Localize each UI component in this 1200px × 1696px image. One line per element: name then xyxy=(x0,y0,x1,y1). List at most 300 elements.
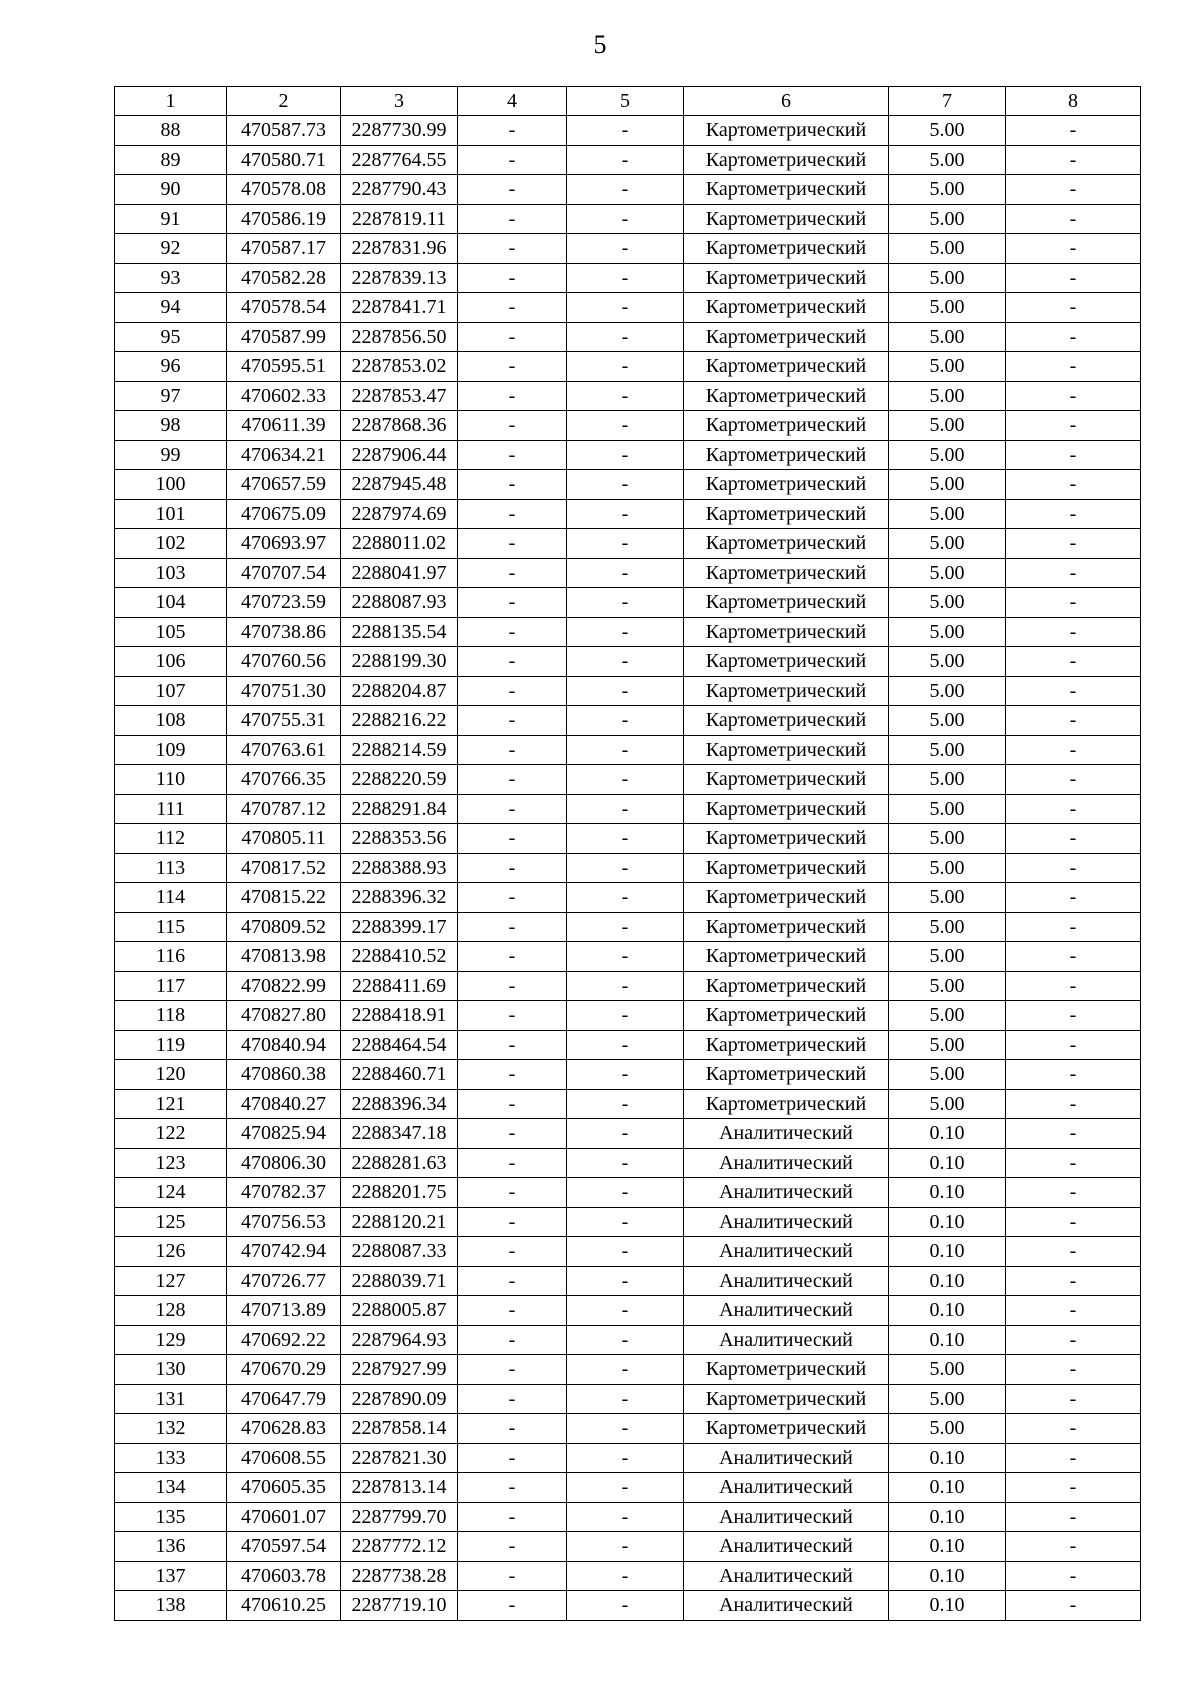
table-row xyxy=(115,588,1141,618)
y-coordinate-cell: 2288201.75 xyxy=(341,1178,458,1208)
col8-cell: - xyxy=(1006,971,1141,1001)
col4-cell: - xyxy=(458,912,567,942)
col5-cell: - xyxy=(567,1532,684,1562)
col4-cell: - xyxy=(458,1148,567,1178)
point-number-cell: 129 xyxy=(115,1325,227,1355)
col5-cell: - xyxy=(567,1414,684,1444)
method-cell: Аналитический xyxy=(684,1266,889,1296)
col8-cell: - xyxy=(1006,647,1141,677)
x-coordinate-cell: 470763.61 xyxy=(227,735,341,765)
point-number-cell: 104 xyxy=(115,588,227,618)
method-cell: Картометрический xyxy=(684,942,889,972)
col5-cell: - xyxy=(567,1060,684,1090)
col8-cell: - xyxy=(1006,529,1141,559)
method-cell: Картометрический xyxy=(684,116,889,146)
x-coordinate-cell: 470760.56 xyxy=(227,647,341,677)
x-coordinate-cell: 470611.39 xyxy=(227,411,341,441)
col8-cell: - xyxy=(1006,499,1141,529)
accuracy-cell: 5.00 xyxy=(889,381,1006,411)
table-row xyxy=(115,499,1141,529)
table-row xyxy=(115,175,1141,205)
table-row xyxy=(115,824,1141,854)
method-cell: Картометрический xyxy=(684,735,889,765)
col5-cell: - xyxy=(567,1119,684,1149)
y-coordinate-cell: 2288120.21 xyxy=(341,1207,458,1237)
col4-cell: - xyxy=(458,322,567,352)
method-cell: Аналитический xyxy=(684,1591,889,1621)
accuracy-cell: 0.10 xyxy=(889,1148,1006,1178)
y-coordinate-cell: 2288011.02 xyxy=(341,529,458,559)
col4-cell: - xyxy=(458,1207,567,1237)
point-number-cell: 136 xyxy=(115,1532,227,1562)
x-coordinate-cell: 470827.80 xyxy=(227,1001,341,1031)
col5-cell: - xyxy=(567,1591,684,1621)
col4-cell: - xyxy=(458,529,567,559)
y-coordinate-cell: 2287841.71 xyxy=(341,293,458,323)
point-number-cell: 121 xyxy=(115,1089,227,1119)
table-row xyxy=(115,352,1141,382)
point-number-cell: 91 xyxy=(115,204,227,234)
col4-cell: - xyxy=(458,352,567,382)
accuracy-cell: 5.00 xyxy=(889,735,1006,765)
col8-cell: - xyxy=(1006,912,1141,942)
x-coordinate-cell: 470657.59 xyxy=(227,470,341,500)
method-cell: Картометрический xyxy=(684,647,889,677)
accuracy-cell: 0.10 xyxy=(889,1502,1006,1532)
table-row xyxy=(115,322,1141,352)
col8-cell: - xyxy=(1006,440,1141,470)
accuracy-cell: 0.10 xyxy=(889,1325,1006,1355)
accuracy-cell: 5.00 xyxy=(889,352,1006,382)
col5-cell: - xyxy=(567,381,684,411)
col4-cell: - xyxy=(458,1119,567,1149)
method-cell: Картометрический xyxy=(684,1414,889,1444)
method-cell: Аналитический xyxy=(684,1443,889,1473)
col4-cell: - xyxy=(458,588,567,618)
table-row xyxy=(115,411,1141,441)
col4-cell: - xyxy=(458,676,567,706)
table-row xyxy=(115,1237,1141,1267)
col8-cell: - xyxy=(1006,234,1141,264)
accuracy-cell: 5.00 xyxy=(889,1384,1006,1414)
y-coordinate-cell: 2288204.87 xyxy=(341,676,458,706)
table-row xyxy=(115,1266,1141,1296)
x-coordinate-cell: 470738.86 xyxy=(227,617,341,647)
y-coordinate-cell: 2288353.56 xyxy=(341,824,458,854)
col4-cell: - xyxy=(458,1266,567,1296)
point-number-cell: 127 xyxy=(115,1266,227,1296)
col8-cell: - xyxy=(1006,322,1141,352)
point-number-cell: 120 xyxy=(115,1060,227,1090)
x-coordinate-cell: 470628.83 xyxy=(227,1414,341,1444)
x-coordinate-cell: 470587.99 xyxy=(227,322,341,352)
page-number: 5 xyxy=(593,30,607,59)
table-row xyxy=(115,529,1141,559)
col5-cell: - xyxy=(567,1325,684,1355)
x-coordinate-cell: 470822.99 xyxy=(227,971,341,1001)
col5-cell: - xyxy=(567,735,684,765)
method-cell: Картометрический xyxy=(684,588,889,618)
x-coordinate-cell: 470578.08 xyxy=(227,175,341,205)
point-number-cell: 109 xyxy=(115,735,227,765)
col8-cell: - xyxy=(1006,204,1141,234)
col8-cell: - xyxy=(1006,1384,1141,1414)
x-coordinate-cell: 470586.19 xyxy=(227,204,341,234)
column-header: 6 xyxy=(684,87,889,116)
x-coordinate-cell: 470587.73 xyxy=(227,116,341,146)
table-row xyxy=(115,558,1141,588)
y-coordinate-cell: 2287831.96 xyxy=(341,234,458,264)
y-coordinate-cell: 2288291.84 xyxy=(341,794,458,824)
table-row xyxy=(115,676,1141,706)
point-number-cell: 128 xyxy=(115,1296,227,1326)
table-row xyxy=(115,381,1141,411)
y-coordinate-cell: 2288396.32 xyxy=(341,883,458,913)
col5-cell: - xyxy=(567,411,684,441)
method-cell: Картометрический xyxy=(684,175,889,205)
y-coordinate-cell: 2287821.30 xyxy=(341,1443,458,1473)
col8-cell: - xyxy=(1006,381,1141,411)
col4-cell: - xyxy=(458,499,567,529)
table-row xyxy=(115,735,1141,765)
x-coordinate-cell: 470787.12 xyxy=(227,794,341,824)
col5-cell: - xyxy=(567,765,684,795)
col4-cell: - xyxy=(458,1178,567,1208)
x-coordinate-cell: 470756.53 xyxy=(227,1207,341,1237)
accuracy-cell: 0.10 xyxy=(889,1443,1006,1473)
y-coordinate-cell: 2287858.14 xyxy=(341,1414,458,1444)
y-coordinate-cell: 2287819.11 xyxy=(341,204,458,234)
point-number-cell: 98 xyxy=(115,411,227,441)
table-row xyxy=(115,1443,1141,1473)
col4-cell: - xyxy=(458,883,567,913)
method-cell: Аналитический xyxy=(684,1473,889,1503)
y-coordinate-cell: 2287906.44 xyxy=(341,440,458,470)
col5-cell: - xyxy=(567,234,684,264)
accuracy-cell: 5.00 xyxy=(889,794,1006,824)
y-coordinate-cell: 2287730.99 xyxy=(341,116,458,146)
y-coordinate-cell: 2288399.17 xyxy=(341,912,458,942)
col5-cell: - xyxy=(567,1207,684,1237)
point-number-cell: 92 xyxy=(115,234,227,264)
point-number-cell: 116 xyxy=(115,942,227,972)
method-cell: Картометрический xyxy=(684,234,889,264)
table-row xyxy=(115,234,1141,264)
method-cell: Аналитический xyxy=(684,1296,889,1326)
col8-cell: - xyxy=(1006,116,1141,146)
y-coordinate-cell: 2288410.52 xyxy=(341,942,458,972)
col5-cell: - xyxy=(567,706,684,736)
y-coordinate-cell: 2288135.54 xyxy=(341,617,458,647)
y-coordinate-cell: 2288418.91 xyxy=(341,1001,458,1031)
table-row xyxy=(115,853,1141,883)
col4-cell: - xyxy=(458,116,567,146)
accuracy-cell: 5.00 xyxy=(889,824,1006,854)
col8-cell: - xyxy=(1006,1001,1141,1031)
method-cell: Аналитический xyxy=(684,1237,889,1267)
table-row xyxy=(115,647,1141,677)
y-coordinate-cell: 2287927.99 xyxy=(341,1355,458,1385)
table-row xyxy=(115,1591,1141,1621)
point-number-cell: 135 xyxy=(115,1502,227,1532)
col5-cell: - xyxy=(567,1384,684,1414)
y-coordinate-cell: 2287738.28 xyxy=(341,1561,458,1591)
col5-cell: - xyxy=(567,971,684,1001)
table-row xyxy=(115,293,1141,323)
method-cell: Аналитический xyxy=(684,1502,889,1532)
method-cell: Картометрический xyxy=(684,381,889,411)
col4-cell: - xyxy=(458,381,567,411)
col4-cell: - xyxy=(458,1591,567,1621)
col5-cell: - xyxy=(567,499,684,529)
accuracy-cell: 5.00 xyxy=(889,470,1006,500)
column-header: 1 xyxy=(115,87,227,116)
method-cell: Картометрический xyxy=(684,706,889,736)
col4-cell: - xyxy=(458,1001,567,1031)
point-number-cell: 138 xyxy=(115,1591,227,1621)
point-number-cell: 134 xyxy=(115,1473,227,1503)
col4-cell: - xyxy=(458,1502,567,1532)
table-row xyxy=(115,617,1141,647)
table-row xyxy=(115,1561,1141,1591)
y-coordinate-cell: 2288464.54 xyxy=(341,1030,458,1060)
point-number-cell: 122 xyxy=(115,1119,227,1149)
point-number-cell: 99 xyxy=(115,440,227,470)
accuracy-cell: 0.10 xyxy=(889,1561,1006,1591)
col5-cell: - xyxy=(567,1148,684,1178)
accuracy-cell: 5.00 xyxy=(889,617,1006,647)
col4-cell: - xyxy=(458,558,567,588)
col8-cell: - xyxy=(1006,1532,1141,1562)
col5-cell: - xyxy=(567,824,684,854)
col8-cell: - xyxy=(1006,1060,1141,1090)
point-number-cell: 110 xyxy=(115,765,227,795)
method-cell: Картометрический xyxy=(684,794,889,824)
point-number-cell: 137 xyxy=(115,1561,227,1591)
table-row xyxy=(115,1148,1141,1178)
point-number-cell: 105 xyxy=(115,617,227,647)
col4-cell: - xyxy=(458,145,567,175)
table-row xyxy=(115,116,1141,146)
col8-cell: - xyxy=(1006,1207,1141,1237)
table-row xyxy=(115,1030,1141,1060)
col4-cell: - xyxy=(458,293,567,323)
x-coordinate-cell: 470603.78 xyxy=(227,1561,341,1591)
col5-cell: - xyxy=(567,1237,684,1267)
method-cell: Картометрический xyxy=(684,971,889,1001)
col8-cell: - xyxy=(1006,735,1141,765)
accuracy-cell: 5.00 xyxy=(889,1060,1006,1090)
y-coordinate-cell: 2288087.93 xyxy=(341,588,458,618)
y-coordinate-cell: 2287945.48 xyxy=(341,470,458,500)
point-number-cell: 97 xyxy=(115,381,227,411)
x-coordinate-cell: 470809.52 xyxy=(227,912,341,942)
col4-cell: - xyxy=(458,234,567,264)
accuracy-cell: 5.00 xyxy=(889,175,1006,205)
col4-cell: - xyxy=(458,470,567,500)
col8-cell: - xyxy=(1006,1237,1141,1267)
method-cell: Картометрический xyxy=(684,470,889,500)
col8-cell: - xyxy=(1006,175,1141,205)
table-body xyxy=(115,116,1141,1621)
col4-cell: - xyxy=(458,647,567,677)
method-cell: Аналитический xyxy=(684,1207,889,1237)
method-cell: Аналитический xyxy=(684,1119,889,1149)
y-coordinate-cell: 2287790.43 xyxy=(341,175,458,205)
x-coordinate-cell: 470840.94 xyxy=(227,1030,341,1060)
point-number-cell: 95 xyxy=(115,322,227,352)
x-coordinate-cell: 470723.59 xyxy=(227,588,341,618)
accuracy-cell: 5.00 xyxy=(889,204,1006,234)
y-coordinate-cell: 2287719.10 xyxy=(341,1591,458,1621)
point-number-cell: 132 xyxy=(115,1414,227,1444)
x-coordinate-cell: 470605.35 xyxy=(227,1473,341,1503)
accuracy-cell: 0.10 xyxy=(889,1119,1006,1149)
col4-cell: - xyxy=(458,1060,567,1090)
col5-cell: - xyxy=(567,1502,684,1532)
col8-cell: - xyxy=(1006,558,1141,588)
point-number-cell: 133 xyxy=(115,1443,227,1473)
x-coordinate-cell: 470726.77 xyxy=(227,1266,341,1296)
point-number-cell: 94 xyxy=(115,293,227,323)
col8-cell: - xyxy=(1006,824,1141,854)
col8-cell: - xyxy=(1006,1148,1141,1178)
method-cell: Картометрический xyxy=(684,1001,889,1031)
accuracy-cell: 5.00 xyxy=(889,971,1006,1001)
col8-cell: - xyxy=(1006,1266,1141,1296)
col8-cell: - xyxy=(1006,1296,1141,1326)
accuracy-cell: 0.10 xyxy=(889,1266,1006,1296)
accuracy-cell: 5.00 xyxy=(889,588,1006,618)
point-number-cell: 115 xyxy=(115,912,227,942)
accuracy-cell: 0.10 xyxy=(889,1591,1006,1621)
y-coordinate-cell: 2288388.93 xyxy=(341,853,458,883)
accuracy-cell: 5.00 xyxy=(889,1355,1006,1385)
accuracy-cell: 5.00 xyxy=(889,263,1006,293)
col8-cell: - xyxy=(1006,765,1141,795)
y-coordinate-cell: 2288220.59 xyxy=(341,765,458,795)
column-header: 5 xyxy=(567,87,684,116)
accuracy-cell: 5.00 xyxy=(889,853,1006,883)
accuracy-cell: 5.00 xyxy=(889,322,1006,352)
col5-cell: - xyxy=(567,883,684,913)
point-number-cell: 130 xyxy=(115,1355,227,1385)
col5-cell: - xyxy=(567,352,684,382)
col8-cell: - xyxy=(1006,293,1141,323)
col5-cell: - xyxy=(567,204,684,234)
x-coordinate-cell: 470813.98 xyxy=(227,942,341,972)
col4-cell: - xyxy=(458,735,567,765)
point-number-cell: 113 xyxy=(115,853,227,883)
col8-cell: - xyxy=(1006,942,1141,972)
table-header-row xyxy=(115,87,1141,116)
y-coordinate-cell: 2288087.33 xyxy=(341,1237,458,1267)
x-coordinate-cell: 470582.28 xyxy=(227,263,341,293)
table-row xyxy=(115,1325,1141,1355)
col5-cell: - xyxy=(567,558,684,588)
accuracy-cell: 5.00 xyxy=(889,440,1006,470)
col5-cell: - xyxy=(567,647,684,677)
x-coordinate-cell: 470860.38 xyxy=(227,1060,341,1090)
col5-cell: - xyxy=(567,322,684,352)
table-row xyxy=(115,706,1141,736)
x-coordinate-cell: 470610.25 xyxy=(227,1591,341,1621)
col4-cell: - xyxy=(458,765,567,795)
x-coordinate-cell: 470742.94 xyxy=(227,1237,341,1267)
col4-cell: - xyxy=(458,440,567,470)
col8-cell: - xyxy=(1006,1178,1141,1208)
y-coordinate-cell: 2287764.55 xyxy=(341,145,458,175)
col8-cell: - xyxy=(1006,1325,1141,1355)
point-number-cell: 123 xyxy=(115,1148,227,1178)
column-header: 3 xyxy=(341,87,458,116)
point-number-cell: 101 xyxy=(115,499,227,529)
column-header: 8 xyxy=(1006,87,1141,116)
method-cell: Картометрический xyxy=(684,204,889,234)
y-coordinate-cell: 2288411.69 xyxy=(341,971,458,1001)
accuracy-cell: 5.00 xyxy=(889,116,1006,146)
col5-cell: - xyxy=(567,588,684,618)
accuracy-cell: 5.00 xyxy=(889,411,1006,441)
col8-cell: - xyxy=(1006,588,1141,618)
col8-cell: - xyxy=(1006,883,1141,913)
col4-cell: - xyxy=(458,1325,567,1355)
method-cell: Картометрический xyxy=(684,676,889,706)
x-coordinate-cell: 470751.30 xyxy=(227,676,341,706)
point-number-cell: 126 xyxy=(115,1237,227,1267)
accuracy-cell: 5.00 xyxy=(889,145,1006,175)
method-cell: Картометрический xyxy=(684,145,889,175)
method-cell: Картометрический xyxy=(684,883,889,913)
accuracy-cell: 0.10 xyxy=(889,1473,1006,1503)
y-coordinate-cell: 2287772.12 xyxy=(341,1532,458,1562)
y-coordinate-cell: 2288281.63 xyxy=(341,1148,458,1178)
col4-cell: - xyxy=(458,1414,567,1444)
accuracy-cell: 5.00 xyxy=(889,706,1006,736)
x-coordinate-cell: 470782.37 xyxy=(227,1178,341,1208)
x-coordinate-cell: 470595.51 xyxy=(227,352,341,382)
col4-cell: - xyxy=(458,1355,567,1385)
col8-cell: - xyxy=(1006,1473,1141,1503)
col8-cell: - xyxy=(1006,1089,1141,1119)
accuracy-cell: 5.00 xyxy=(889,529,1006,559)
x-coordinate-cell: 470766.35 xyxy=(227,765,341,795)
col4-cell: - xyxy=(458,794,567,824)
accuracy-cell: 5.00 xyxy=(889,558,1006,588)
y-coordinate-cell: 2287856.50 xyxy=(341,322,458,352)
accuracy-cell: 5.00 xyxy=(889,1089,1006,1119)
table-row xyxy=(115,1532,1141,1562)
y-coordinate-cell: 2287853.47 xyxy=(341,381,458,411)
y-coordinate-cell: 2288039.71 xyxy=(341,1266,458,1296)
accuracy-cell: 5.00 xyxy=(889,765,1006,795)
accuracy-cell: 0.10 xyxy=(889,1237,1006,1267)
col5-cell: - xyxy=(567,440,684,470)
x-coordinate-cell: 470634.21 xyxy=(227,440,341,470)
col4-cell: - xyxy=(458,971,567,1001)
table-row xyxy=(115,1384,1141,1414)
point-number-cell: 119 xyxy=(115,1030,227,1060)
accuracy-cell: 5.00 xyxy=(889,942,1006,972)
accuracy-cell: 5.00 xyxy=(889,293,1006,323)
col5-cell: - xyxy=(567,1355,684,1385)
accuracy-cell: 5.00 xyxy=(889,676,1006,706)
table-row xyxy=(115,1089,1141,1119)
method-cell: Аналитический xyxy=(684,1148,889,1178)
x-coordinate-cell: 470597.54 xyxy=(227,1532,341,1562)
col5-cell: - xyxy=(567,912,684,942)
point-number-cell: 89 xyxy=(115,145,227,175)
